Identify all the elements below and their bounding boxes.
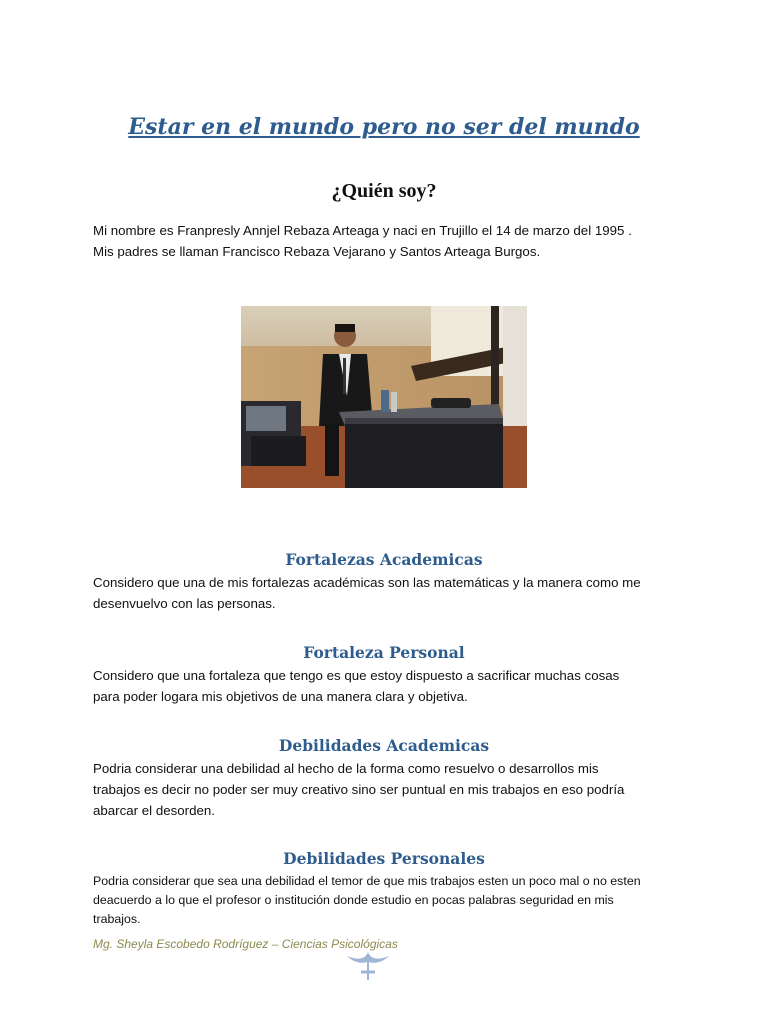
- section-paragraph: [93, 872, 683, 929]
- intro-line: Mi nombre es Franpresly Annjel Rebaza Arteaga y naci en Trujillo el 14 de marzo del 1995 .: [93, 223, 632, 238]
- intro-paragraph: [93, 220, 683, 262]
- section-paragraph: [93, 572, 683, 614]
- document-title: Estar en el mundo pero no ser del mundo: [128, 114, 640, 140]
- section-heading: Debilidades Academicas: [278, 736, 490, 755]
- section-heading: Fortalezas Academicas: [285, 550, 483, 569]
- section-line: desenvuelvo con las personas.: [93, 596, 276, 611]
- section-line: para poder logara mis objetivos de una manera clara y objetiva.: [93, 689, 468, 704]
- portrait-photo: [241, 306, 527, 488]
- section-paragraph: [93, 758, 683, 821]
- section-line: deacuerdo a lo que el profesor o institución donde estudio en pocas palabras seguridad en mis: [93, 893, 614, 907]
- intro-line: Mis padres se llaman Francisco Rebaza Vejarano y Santos Arteaga Burgos.: [93, 244, 541, 259]
- section-line: abarcar el desorden.: [93, 803, 215, 818]
- section-line: Podria considerar una debilidad al hecho de la forma como resuelvo o desarrollos mis: [93, 761, 599, 776]
- section-line: Considero que una de mis fortalezas académicas son las matemáticas y la manera como me: [93, 575, 641, 590]
- section-paragraph: [93, 665, 683, 707]
- ornament-icon: [343, 950, 393, 982]
- document-subtitle: ¿Quién soy?: [331, 180, 437, 202]
- section-heading: Debilidades Personales: [283, 849, 485, 868]
- section-heading: Fortaleza Personal: [303, 643, 465, 662]
- section-line: trabajos es decir no poder ser muy creativo sino ser puntual en mis trabajos en eso podría: [93, 782, 625, 797]
- section-line: trabajos.: [93, 912, 141, 926]
- footer-credit: Mg. Sheyla Escobedo Rodríguez – Ciencias Psicológicas: [93, 937, 398, 951]
- section-line: Podria considerar que sea una debilidad el temor de que mis trabajos esten un poco mal o no esten: [93, 874, 641, 888]
- section-line: Considero que una fortaleza que tengo es que estoy dispuesto a sacrificar muchas cosas: [93, 668, 620, 683]
